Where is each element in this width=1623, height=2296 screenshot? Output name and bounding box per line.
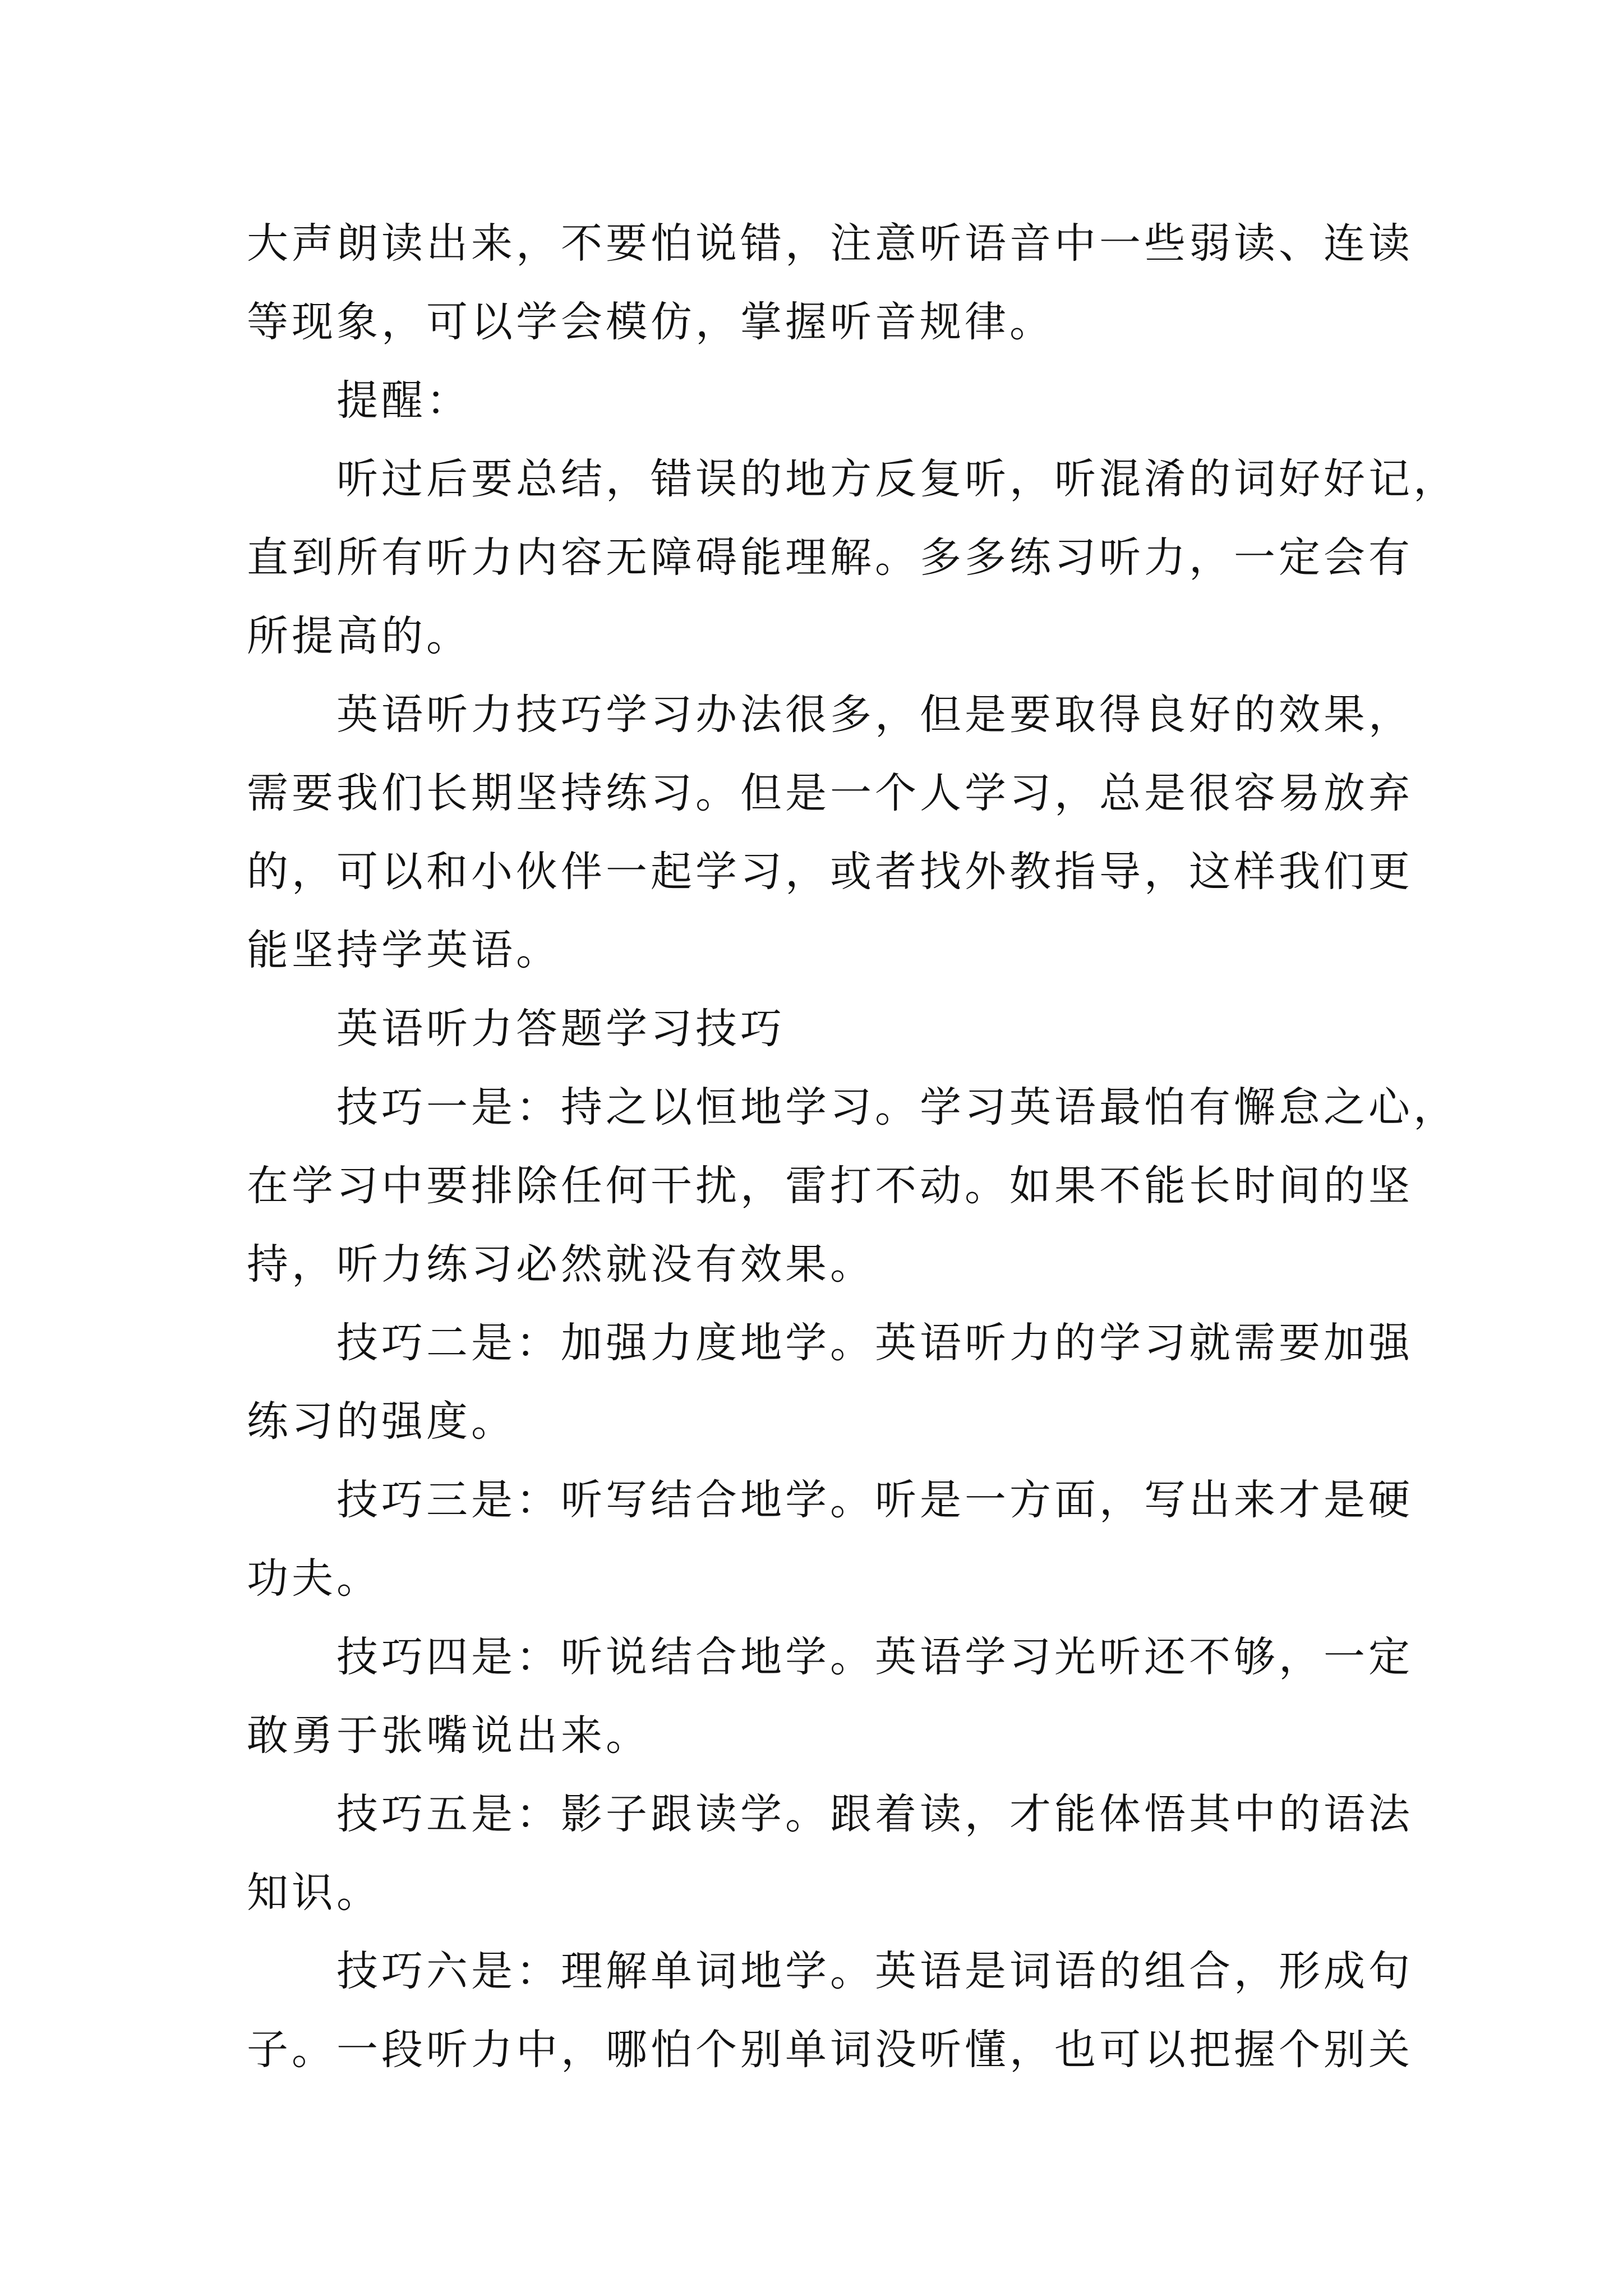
text-line: 的，可以和小伙伴一起学习，或者找外教指导，这样我们更 [247, 848, 1413, 896]
text-line: 直到所有听力内容无障碍能理解。多多练习听力，一定会有 [247, 533, 1413, 582]
text-line: 技巧三是：听写结合地学。听是一方面，写出来才是硬 [336, 1476, 1413, 1524]
text-line: 功夫。 [247, 1554, 381, 1603]
text-line: 技巧五是：影子跟读学。跟着读，才能体悟其中的语法 [336, 1790, 1413, 1838]
text-line: 技巧四是：听说结合地学。英语学习光听还不够，一定 [336, 1633, 1413, 1681]
text-line: 听过后要总结，错误的地方反复听，听混淆的词好好记， [336, 455, 1458, 503]
text-line: 敢勇于张嘴说出来。 [247, 1711, 651, 1760]
text-line: 所提高的。 [247, 612, 471, 660]
text-line: 能坚持学英语。 [247, 926, 561, 974]
text-line: 持，听力练习必然就没有效果。 [247, 1240, 875, 1289]
text-line: 等现象，可以学会模仿，掌握听音规律。 [247, 298, 1054, 346]
text-line: 英语听力技巧学习办法很多，但是要取得良好的效果， [336, 691, 1413, 739]
text-line: 英语听力答题学习技巧 [336, 1005, 785, 1053]
text-line: 技巧六是：理解单词地学。英语是词语的组合，形成句 [336, 1947, 1413, 1995]
text-line: 提醒： [336, 376, 471, 425]
text-line: 技巧二是：加强力度地学。英语听力的学习就需要加强 [336, 1319, 1413, 1367]
text-line: 技巧一是：持之以恒地学习。学习英语最怕有懈怠之心， [336, 1083, 1458, 1131]
text-line: 需要我们长期坚持练习。但是一个人学习，总是很容易放弃 [247, 769, 1413, 817]
text-line: 大声朗读出来，不要怕说错，注意听语音中一些弱读、连读 [247, 219, 1413, 268]
text-line: 子。一段听力中，哪怕个别单词没听懂，也可以把握个别关 [247, 2026, 1413, 2074]
text-line: 知识。 [247, 1869, 381, 1917]
text-line: 在学习中要排除任何干扰，雷打不动。如果不能长时间的坚 [247, 1162, 1413, 1210]
text-line: 练习的强度。 [247, 1397, 516, 1446]
